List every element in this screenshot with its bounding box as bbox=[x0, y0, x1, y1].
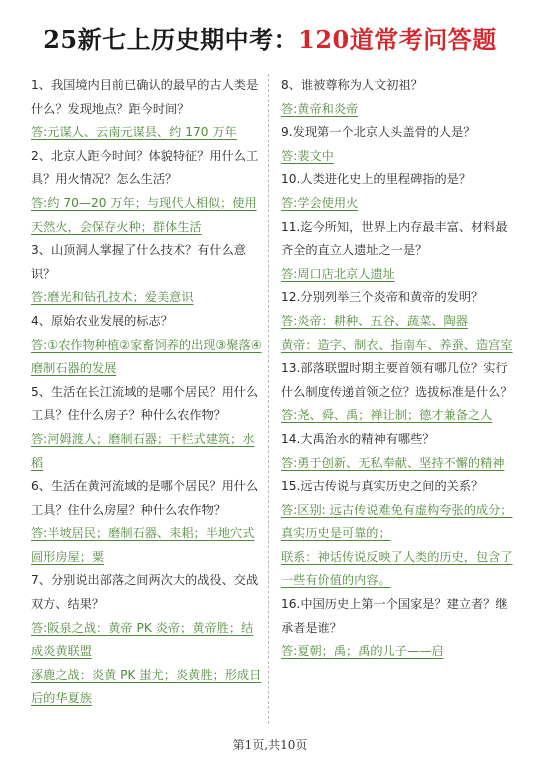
question-text: 13.部落联盟时期主要首领有哪几位？实行什么制度传递首领之位？选拔标准是什么？ bbox=[281, 361, 513, 399]
answer-underlined-text: 答:磨光和钻孔技术；爱美意识 bbox=[31, 290, 194, 305]
answer-text bbox=[281, 452, 513, 476]
question-text: 9.发现第一个北京人头盖骨的人是？ bbox=[281, 125, 476, 140]
answer-underlined-text: 答:炎帝：耕种、五谷、蔬菜、陶器 bbox=[281, 313, 468, 328]
answer-text bbox=[31, 617, 263, 664]
answer-text bbox=[281, 310, 513, 334]
answer-underlined-text: 答:黄帝和炎帝 bbox=[281, 101, 359, 116]
answer-text bbox=[31, 664, 263, 711]
answer-text bbox=[281, 404, 513, 428]
answer-text bbox=[281, 640, 513, 664]
question-text: 15.远古传说与真实历史之间的关系？ bbox=[281, 479, 484, 494]
title-highlight: 120道常考问答题 bbox=[298, 25, 497, 54]
answer-underlined-text: 联系：神话传说反映了人类的历史，包含了一些有价值的内容。 bbox=[281, 549, 513, 588]
title-prefix: 25新七上历史期中考： bbox=[43, 25, 299, 54]
answer-underlined-text: 涿鹿之战：炎黄 PK 蚩尤；炎黄胜；形成日后的华夏族 bbox=[31, 667, 262, 706]
answer-underlined-text: 答:阪泉之战：黄帝 PK 炎帝；黄帝胜；结成炎黄联盟 bbox=[31, 620, 254, 659]
answer-underlined-text: 黄帝：造字、制衣、指南车、养蚕、造宫室 bbox=[281, 337, 513, 352]
answer-text bbox=[281, 334, 513, 358]
question-text: 1、我国境内目前已确认的最早的古人类是什么？发现地点？距今时间？ bbox=[31, 78, 259, 116]
answer-underlined-text: 答:元谋人、云南元谋县、约 170 万年 bbox=[31, 125, 237, 140]
answer-text bbox=[281, 499, 513, 546]
answer-text bbox=[281, 546, 513, 593]
answer-text bbox=[31, 286, 263, 310]
answer-text bbox=[31, 428, 263, 475]
answer-underlined-text: 答:裴文中 bbox=[281, 148, 334, 163]
question-text: 7、分别说出部落之间两次大的战役、交战双方、结果？ bbox=[31, 573, 259, 612]
question-text: 5、生活在长江流域的是哪个居民？用什么工具？住什么房子？种什么农作物？ bbox=[31, 384, 259, 423]
answer-text bbox=[31, 334, 263, 381]
answer-underlined-text: 答:河姆渡人；磨制石器；干栏式建筑；水稻 bbox=[31, 431, 255, 470]
answer-underlined-text: 答:勇于创新、无私奉献、坚持不懈的精神 bbox=[281, 455, 505, 470]
answer-text bbox=[31, 522, 263, 569]
question-text: 10.人类进化史上的里程碑指的是？ bbox=[281, 172, 472, 187]
answer-text bbox=[281, 192, 513, 216]
answer-text bbox=[31, 192, 263, 239]
question-text: 2、北京人距今时间？体貌特征？用什么工具？用火情况？怎么生活？ bbox=[31, 148, 259, 187]
question-text: 11.迄今所知，世界上内存最丰富、材料最齐全的直立人遗址之一是？ bbox=[281, 219, 508, 258]
answer-underlined-text: 答:半坡居民；磨制石器、耒耜；半地穴式圆形房屋；粟 bbox=[31, 526, 255, 564]
right-column bbox=[281, 74, 513, 664]
question-text: 14.大禹治水的精神有哪些？ bbox=[281, 431, 435, 446]
answer-underlined-text: 答:区别: 远古传说难免有虚构夸张的成分；真实历史是可靠的； bbox=[281, 502, 513, 541]
answer-underlined-text: 答:周口店北京人遗址 bbox=[281, 266, 395, 281]
page-footer: 第1页,共10页 bbox=[232, 738, 308, 752]
answer-underlined-text: 答:约 70—20 万年；与现代人相似；使用天然火，会保存火种；群体生活 bbox=[31, 195, 257, 234]
column-divider bbox=[268, 74, 269, 724]
answer-text bbox=[281, 263, 513, 287]
answer-underlined-text: 答:学会使用火 bbox=[281, 195, 359, 210]
answer-underlined-text: 答:尧、舜、禹；禅让制；德才兼备之人 bbox=[281, 408, 493, 423]
answer-text bbox=[31, 121, 263, 145]
question-text: 12.分别列举三个炎帝和黄帝的发明？ bbox=[281, 290, 484, 305]
answer-underlined-text: 答:夏朝；禹；禹的儿子——启 bbox=[281, 644, 444, 659]
question-text: 4、原始农业发展的标志？ bbox=[31, 313, 173, 328]
question-text: 3、山顶洞人掌握了什么技术？有什么意识？ bbox=[31, 243, 246, 281]
answer-text bbox=[281, 145, 513, 169]
answer-text bbox=[281, 98, 513, 122]
question-text: 6、生活在黄河流域的是哪个居民？用什么工具？住什么房屋？种什么农作物？ bbox=[31, 479, 259, 517]
left-column bbox=[31, 74, 263, 711]
question-text: 16.中国历史上第一个国家是？建立者？继承者是谁？ bbox=[281, 597, 508, 635]
answer-underlined-text: 答:①农作物种植②家畜饲养的出现③聚落④磨制石器的发展 bbox=[31, 337, 262, 376]
page-title bbox=[0, 20, 540, 60]
question-text: 8、谁被尊称为人文初祖？ bbox=[281, 78, 423, 92]
